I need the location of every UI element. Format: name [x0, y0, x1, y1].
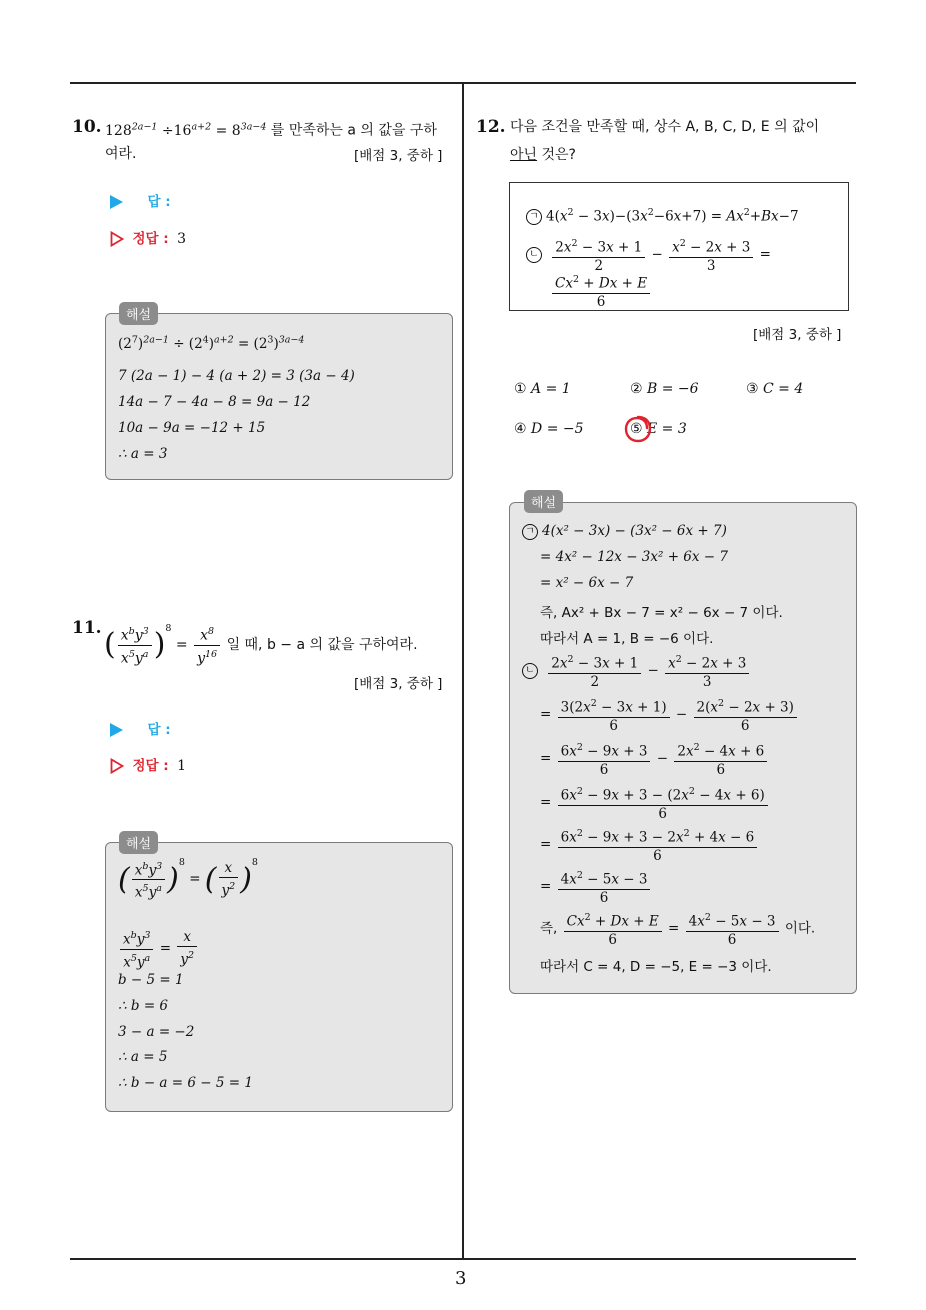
q11-sol-line7: ∴ b − a = 6 − 5 = 1 [118, 1075, 253, 1091]
q12-sol-line7: = $\frac{3(2x^2 - 3x + 1)}{6}$ − $\frac{2(x^2 - 2x + 3)}{6}$ [540, 695, 799, 735]
q10-sol-line3: 14a − 7 − 4a − 8 = 9a − 12 [118, 394, 311, 410]
q11-sol-line3: b − 5 = 1 [118, 972, 184, 988]
filled-triangle-icon [110, 723, 123, 737]
q10-answer-label: 답 : [147, 194, 171, 210]
q12-sol-line8: = $\frac{6x^2 - 9x + 3}{6}$ − $\frac{2x^2 - 4x + 6}{6}$ [540, 739, 769, 779]
q12-underlined-word: 아닌 [510, 147, 538, 163]
q12-cond1: ㄱ $4(x^2 - 3x)-(3x^2-6x+7) = Ax^2+Bx-7$ [526, 207, 799, 225]
q11-answer-label: 답 : [147, 722, 171, 738]
q11-key-row [110, 754, 186, 774]
q12-number: 12. [476, 117, 506, 137]
choice-mark: ① [514, 381, 527, 397]
q10-sol-line1: $(2^7)^{2a-1} \div (2^4)^{a+2} = (2^3)^{3a-4}$ [118, 334, 305, 352]
choice-mark: ④ [514, 421, 527, 437]
q12-solution-tag: 해설 [524, 490, 563, 513]
choice-text: D = −5 [531, 421, 584, 437]
q12-cond2: ㄴ $\frac{2x^2 - 3x + 1}{2}$ − $\frac{x^2 - 2x + 3}{3}$ = [526, 235, 771, 275]
choice-text: C = 4 [763, 381, 804, 397]
choice-mark: ③ [746, 381, 759, 397]
q12-sol-line4: 즉, Ax² + Bx − 7 = x² − 6x − 7 이다. [540, 605, 783, 621]
q11-number: 11. [72, 618, 102, 638]
q11-stem-text: 일 때, b − a 의 값을 구하여라. [226, 637, 418, 653]
q12-sol-line5: 따라서 A = 1, B = −6 이다. [540, 631, 714, 647]
q12-stem-rest: 것은? [537, 147, 576, 163]
q12-choice-1[interactable] [514, 381, 571, 397]
q10-key-label: 정답 : [132, 231, 169, 247]
choice-mark: ⑤ [630, 421, 643, 437]
q12-solution-box [509, 502, 857, 994]
q12-sol-line6: ㄴ $\frac{2x^2 - 3x + 1}{2}$ − $\frac{x^2 - 2x + 3}{3}$ [522, 651, 751, 691]
bottom-rule [70, 1258, 856, 1260]
q10-key-row [110, 227, 186, 247]
q11-solution-box [105, 842, 453, 1112]
choice-text: A = 1 [531, 381, 571, 397]
q10-number: 10. [72, 117, 102, 137]
outline-triangle-icon [110, 758, 124, 774]
q12-cond2-rhs: $\frac{Cx^2 + Dx + E}{6}$ [550, 271, 652, 311]
page-number: 3 [455, 1268, 467, 1289]
giyeok-circle-icon: ㄱ [522, 524, 538, 540]
nieun-circle-icon: ㄴ [526, 247, 542, 263]
column-divider [462, 82, 464, 1259]
q12-score: [배점 3, 중하 ] [753, 327, 842, 343]
q11-answer-row [110, 718, 171, 738]
giyeok-circle-icon: ㄱ [526, 209, 542, 225]
q12-stem-line2 [510, 142, 576, 168]
q10-stem-line2: 여라. [105, 146, 137, 162]
q12-choice-2[interactable] [630, 381, 699, 397]
q10-key-value: 3 [177, 231, 187, 247]
choice-text: E = 3 [647, 421, 687, 437]
q12-sol-l1-text: 4(x² − 3x) − (3x² − 6x + 7) [542, 523, 727, 539]
q12-sol-line12: 즉, $\frac{Cx^2 + Dx + E}{6}$ = $\frac{4x^2 - 5x - 3}{6}$ 이다. [540, 909, 815, 949]
q12-sol-line3: = x² − 6x − 7 [540, 575, 634, 591]
q10-stem-text: 를 만족하는 a 의 값을 구하 [266, 122, 437, 139]
choice-text: B = −6 [647, 381, 699, 397]
q11-sol-line4: ∴ b = 6 [118, 998, 169, 1014]
filled-triangle-icon [110, 195, 123, 209]
q10-solution-box [105, 313, 453, 480]
q12-sol-line2: = 4x² − 12x − 3x² + 6x − 7 [540, 549, 728, 565]
q12-choice-4[interactable] [514, 421, 584, 437]
q11-score: [배점 3, 중하 ] [354, 676, 443, 692]
q12-sol-line13: 따라서 C = 4, D = −5, E = −3 이다. [540, 959, 772, 975]
selected-circle-icon [622, 413, 654, 445]
q12-sol-line1 [522, 523, 727, 540]
nieun-circle-icon: ㄴ [522, 663, 538, 679]
q10-answer-row [110, 190, 171, 210]
q12-condition-box [509, 182, 849, 311]
q10-stem [105, 114, 437, 144]
q10-score: [배점 3, 중하 ] [354, 148, 443, 164]
q10-sol-line2: 7 (2a − 1) − 4 (a + 2) = 3 (3a − 4) [118, 368, 355, 384]
q11-key-value: 1 [177, 758, 187, 774]
q11-sol-line2: $\frac{x^by^3}{x^5y^a}$ = $\frac{x}{y^2}$ [118, 927, 199, 971]
q11-key-label: 정답 : [132, 758, 169, 774]
q10-equation: $128^{2a-1} \div 16^{a+2} = 8^{3a-4}$ [105, 121, 267, 139]
q12-choice-3[interactable] [746, 381, 803, 397]
q12-stem-line1: 다음 조건을 만족할 때, 상수 A, B, C, D, E 의 값이 [510, 119, 820, 135]
q10-sol-line4: 10a − 9a = −12 + 15 [118, 420, 266, 436]
q12-sol-line10: = $\frac{6x^2 - 9x + 3 - 2x^2 + 4x - 6}{6}$ [540, 825, 759, 865]
q12-sol-line11: = $\frac{4x^2 - 5x - 3}{6}$ [540, 867, 652, 907]
q11-solution-tag: 해설 [119, 831, 158, 854]
outline-triangle-icon [110, 231, 124, 247]
q10-solution-tag: 해설 [119, 302, 158, 325]
q11-sol-line1: ( $\frac{x^by^3}{x^5y^a}$ )$^8$ = ( $\frac{x}{y^2}$ )$^8$ [118, 857, 258, 901]
q12-sol-line9: = $\frac{6x^2 - 9x + 3 - (2x^2 - 4x + 6)}{6}$ [540, 783, 770, 823]
q10-sol-line5: ∴ a = 3 [118, 446, 168, 462]
q11-sol-line5: 3 − a = −2 [118, 1024, 195, 1040]
q11-stem: ( $\frac{x^by^3}{x^5y^a}$ )$^8$ = $\frac{x^8}{y^{16}}$ 일 때, b − a 의 값을 구하여라. [104, 623, 418, 667]
q11-sol-line6: ∴ a = 5 [118, 1049, 168, 1065]
choice-mark: ② [630, 381, 643, 397]
